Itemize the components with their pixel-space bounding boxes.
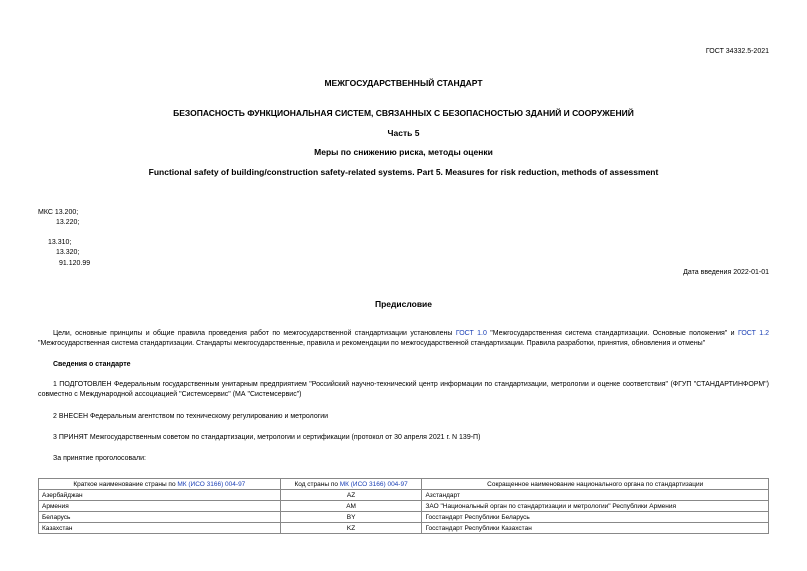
column-header-code: Код страны по МК (ИСО 3166) 004-97	[280, 479, 422, 490]
code-cell: KZ	[280, 523, 422, 534]
organization-cell: Азстандарт	[422, 490, 769, 501]
foreword-paragraph	[38, 329, 769, 348]
paragraph-text: "Межгосударственная система стандартизации. Стандарты межгосударственные, правила и рекомендации по межгосударственной стандартизации. Правила разработки, принятия, обновления и отмены"	[38, 339, 706, 347]
code-cell: AM	[280, 501, 422, 512]
table-row	[39, 501, 769, 512]
mks-code: 13.310;	[48, 239, 72, 246]
country-cell: Азербайджан	[39, 490, 281, 501]
document-subtitle: Меры по снижению риска, методы оценки	[314, 147, 493, 157]
paragraph-text: "Межгосударственная система стандартизации. Основные положения" и	[490, 330, 735, 337]
country-cell: Армения	[39, 501, 281, 512]
table-row	[39, 490, 769, 501]
english-title: Functional safety of building/construction safety-related systems. Part 5. Measures for risk reduction, methods of assessment	[148, 167, 659, 177]
mks-code: 13.320;	[56, 249, 80, 256]
table-row	[39, 523, 769, 534]
organization-cell: Госстандарт Республики Беларусь	[422, 512, 769, 523]
table-header-row	[39, 479, 769, 490]
item-prepared: 1 ПОДГОТОВЛЕН Федеральным государственным унитарным предприятием "Российский научно-технический центр информации по стандартизации, метрологии и оценке соответствия" (ФГУП "СТАНДАРТИНФОРМ") совместно с Международной ассоциацией "Системсервис" (МА "Системсервис")	[38, 381, 769, 398]
document-title: БЕЗОПАСНОСТЬ ФУНКЦИОНАЛЬНАЯ СИСТЕМ, СВЯЗАННЫХ С БЕЗОПАСНОСТЬЮ ЗДАНИЙ И СООРУЖЕНИЙ	[173, 108, 634, 118]
organization-cell: Госстандарт Республики Казахстан	[422, 523, 769, 534]
item-adopted: 3 ПРИНЯТ Межгосударственным советом по стандартизации, метрологии и сертификации (протокол от 30 апреля 2021 г. N 139-П)	[53, 434, 481, 441]
gost-1-0-link[interactable]: ГОСТ 1.0	[455, 330, 487, 337]
table-row	[39, 512, 769, 523]
country-cell: Казахстан	[39, 523, 281, 534]
introduction-date: Дата введения 2022-01-01	[683, 269, 769, 276]
country-cell: Беларусь	[39, 512, 281, 523]
voted-label: За принятие проголосовали:	[53, 455, 146, 462]
item-submitted: 2 ВНЕСЕН Федеральным агентством по техническому регулированию и метрологии	[53, 413, 329, 420]
column-header-organization: Сокращенное наименование национального органа по стандартизации	[422, 479, 769, 490]
mks-code: МКС 13.200;	[38, 209, 79, 216]
mk-iso-link[interactable]: МК (ИСО 3166) 004-97	[177, 480, 246, 488]
mks-code: 91.120.99	[59, 260, 91, 267]
paragraph-text: Цели, основные принципы и общие правила проведения работ по межгосударственной стандартизации установлены	[53, 330, 453, 337]
document-code: ГОСТ 34332.5-2021	[705, 48, 769, 55]
mks-code: 13.220;	[56, 219, 80, 226]
code-cell: BY	[280, 512, 422, 523]
about-standard-heading: Сведения о стандарте	[53, 361, 131, 368]
organization-cell: ЗАО "Национальный орган по стандартизации и метрологии" Республики Армения	[422, 501, 769, 512]
column-header-country: Краткое наименование страны по МК (ИСО 3166) 004-97	[39, 479, 281, 490]
mk-iso-link[interactable]: МК (ИСО 3166) 004-97	[339, 480, 408, 488]
gost-1-2-link[interactable]: ГОСТ 1.2	[737, 330, 769, 337]
standard-kind: МЕЖГОСУДАРСТВЕННЫЙ СТАНДАРТ	[324, 78, 483, 88]
part-number: Часть 5	[387, 128, 420, 138]
voting-table	[38, 478, 769, 534]
code-cell: AZ	[280, 490, 422, 501]
foreword-heading: Предисловие	[374, 299, 433, 309]
